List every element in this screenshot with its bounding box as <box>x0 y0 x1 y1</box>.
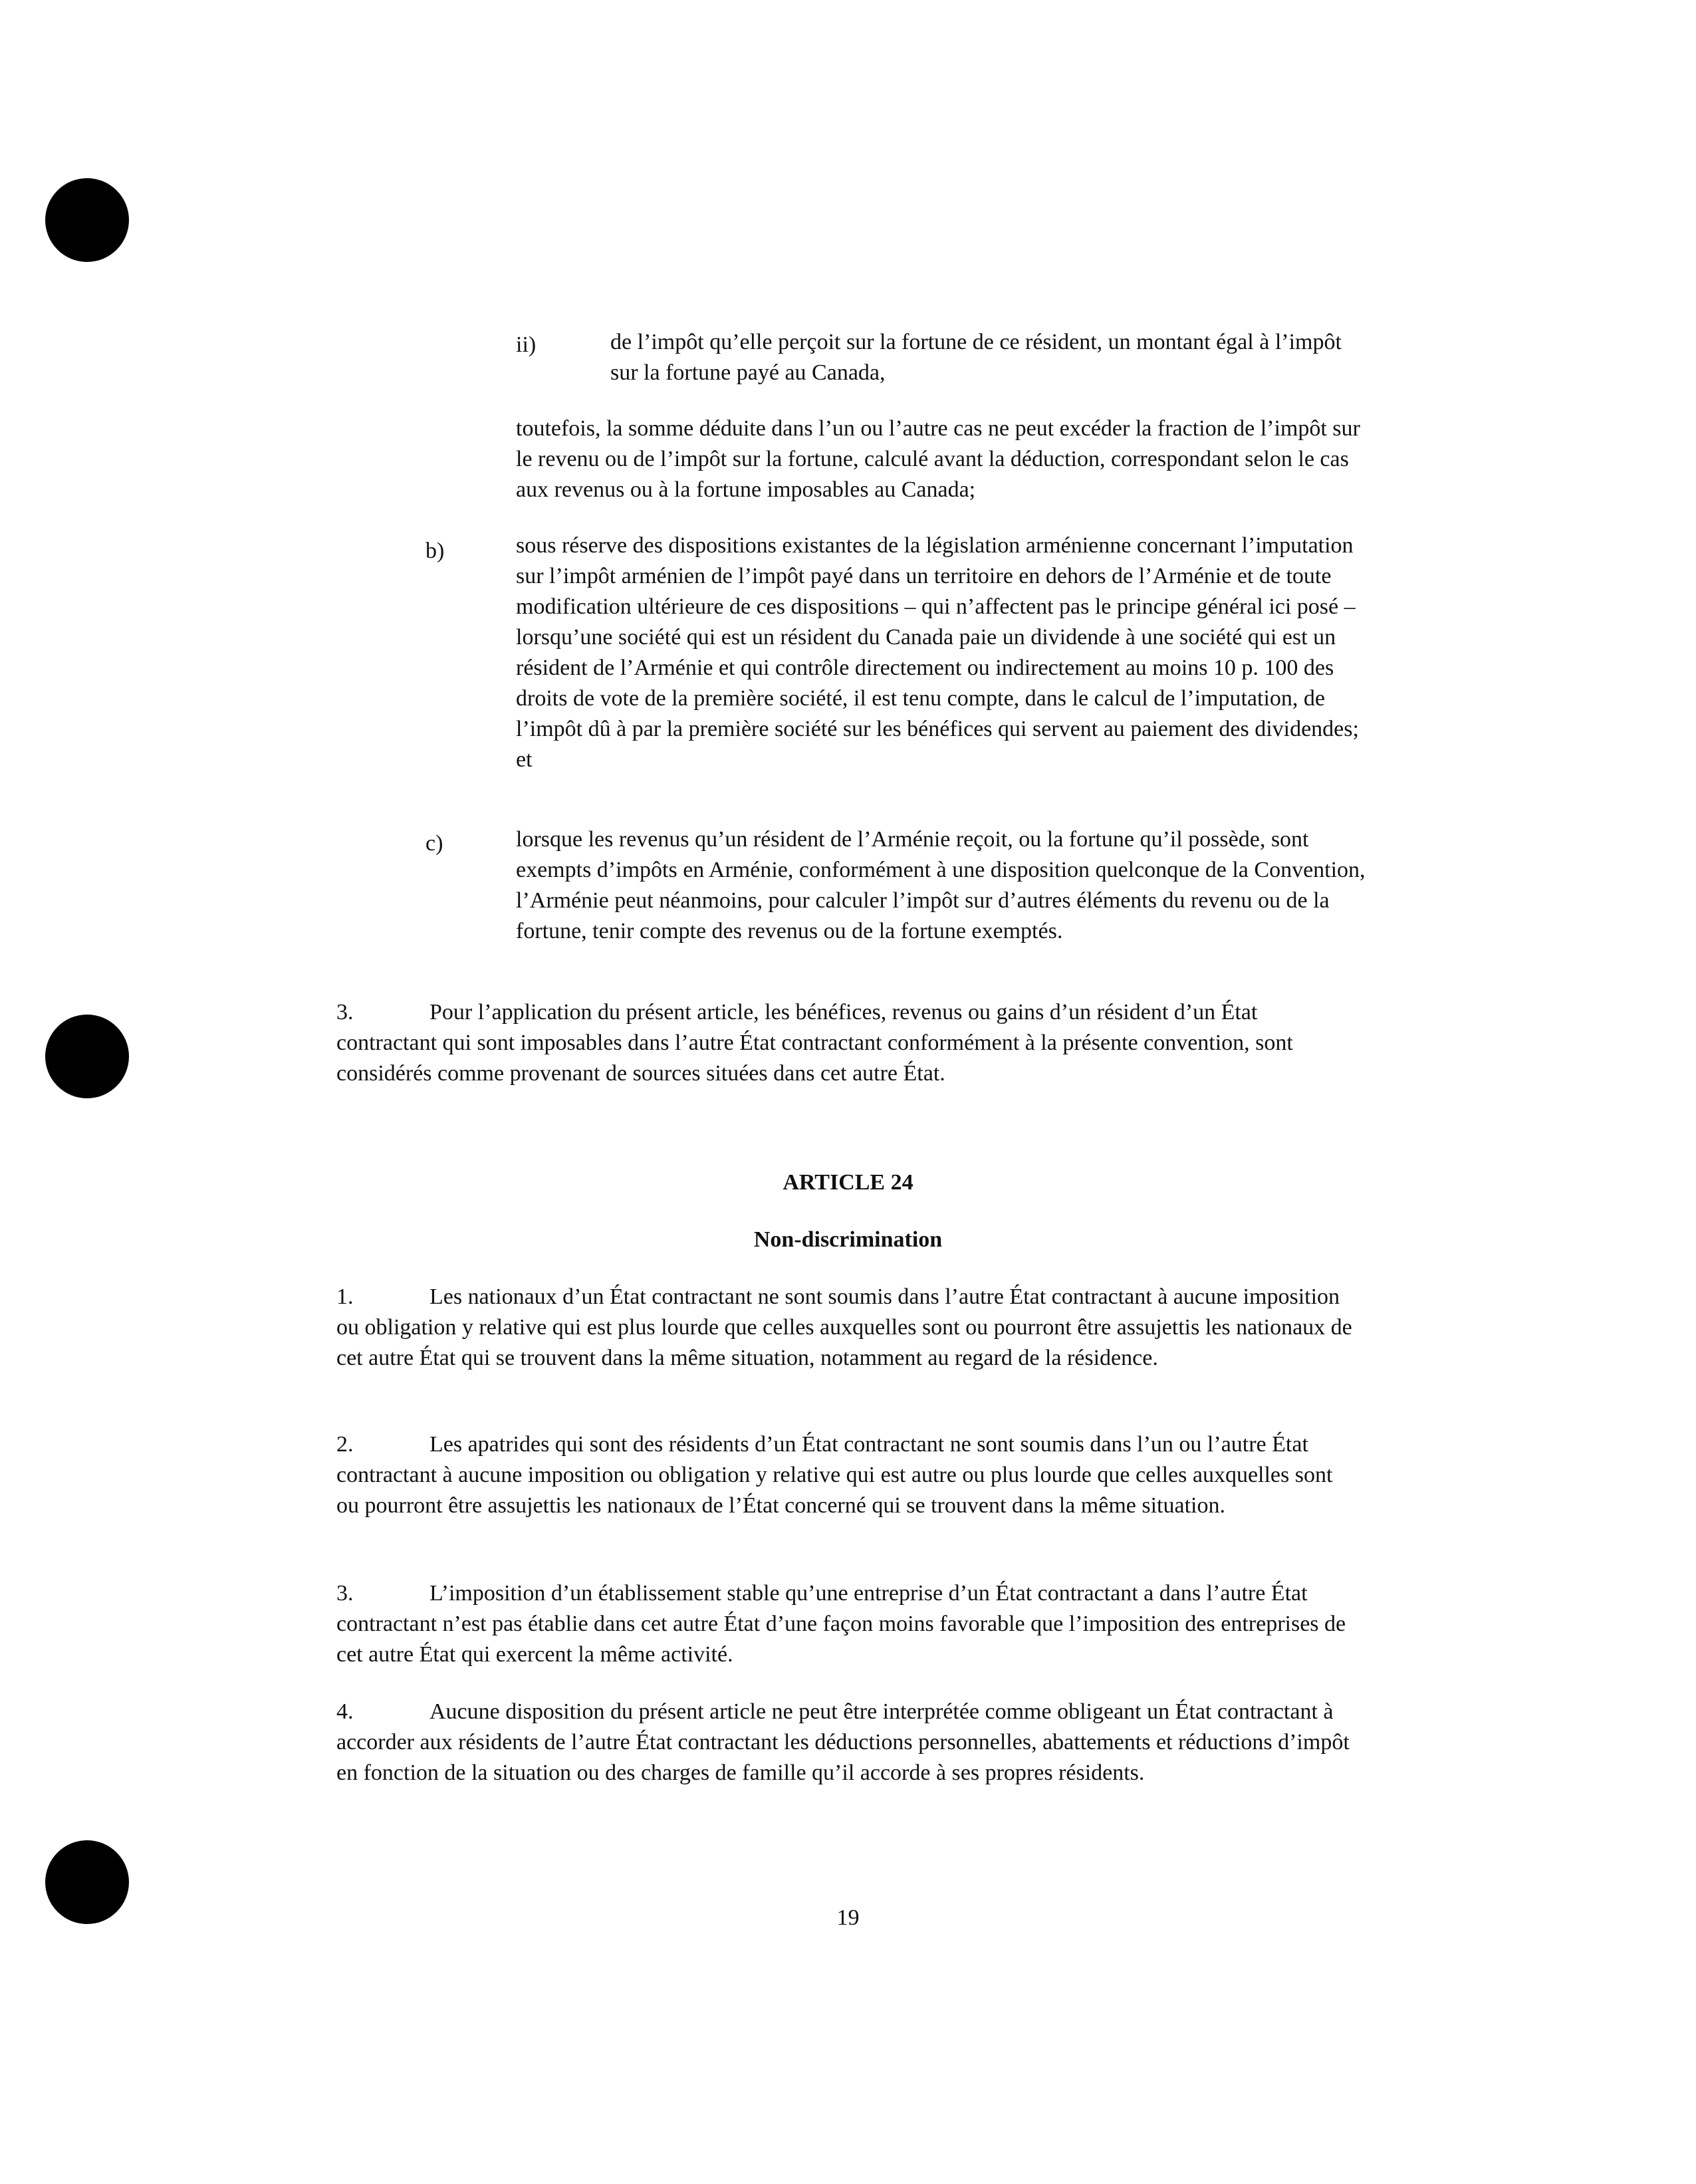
article-paragraph-2 <box>336 1429 1354 1521</box>
article-paragraph-1 <box>336 1282 1354 1374</box>
article-paragraph-4 <box>336 1697 1354 1788</box>
paragraph-text: Aucune disposition du présent article ne peut être interprétée comme obligeant un État contractant à accorder aux résidents de l’autre État contractant les déductions personnelles, abattements et réductions d’impôt en fonction de la situation ou des charges de famille qu’il accorde à ses propres résidents. <box>336 1699 1350 1785</box>
article-paragraph-3 <box>336 1578 1354 1670</box>
item-b-text: sous réserve des dispositions existantes de la législation arménienne concernant l’imputation sur l’impôt arménien de l’impôt payé dans un territoire en dehors de l’Arménie et de toute modification ultérieure de ces dispositions – qui n’affectent pas le principe général ici posé – lorsqu’une société qui est un résident du Canada paie un dividende à une société qui est un résident de l’Arménie et qui contrôle directement ou indirectement au moins 10 p. 100 des droits de vote de la première société, il est tenu compte, dans le calcul de l’imputation, de l’impôt dû à par la première société sur les bénéfices qui servent au paiement des dividendes; et <box>516 533 1359 772</box>
paragraph-3-art23 <box>336 997 1354 1089</box>
paragraph-number: 4. <box>336 1699 354 1724</box>
paragraph-text: Les apatrides qui sont des résidents d’un État contractant ne sont soumis dans l’un ou l’autre État contractant à aucune imposition ou obligation y relative qui est autre ou plus lourde que celles auxquelles sont ou pourront être assujettis les nationaux de l’État concerné qui se trouvent dans la même situation. <box>336 1432 1333 1518</box>
item-c-label: c) <box>425 831 443 856</box>
punch-hole-top <box>45 178 129 262</box>
paragraph-number: 3. <box>336 1581 354 1606</box>
item-ii-label: ii) <box>516 332 537 357</box>
paragraph-number: 1. <box>336 1284 354 1309</box>
item-b-label: b) <box>425 539 445 563</box>
item-c-text: lorsque les revenus qu’un résident de l’Arménie reçoit, ou la fortune qu’il possède, sont exempts d’impôts en Arménie, conformément à une disposition quelconque de la Convention, l’Arménie peut néanmoins, pour calculer l’impôt sur d’autres éléments du revenu ou de la fortune, tenir compte des revenus ou de la fortune exemptés. <box>516 827 1366 943</box>
paragraph-number: 3. <box>336 1000 354 1025</box>
article-heading: ARTICLE 24 <box>783 1170 913 1195</box>
toutefois-paragraph: toutefois, la somme déduite dans l’un ou l’autre cas ne peut excéder la fraction de l’impôt sur le revenu ou de l’impôt sur la fortune, calculé avant la déduction, correspondant selon le cas aux revenus ou à la fortune imposables au Canada; <box>516 416 1360 502</box>
paragraph-text: L’imposition d’un établissement stable qu’une entreprise d’un État contractant a dans l’autre État contractant n’est pas établie dans cet autre État d’une façon moins favorable que l’imposition des entreprises de cet autre État qui exercent la même activité. <box>336 1581 1346 1667</box>
paragraph-number: 2. <box>336 1432 354 1457</box>
paragraph-text: Les nationaux d’un État contractant ne sont soumis dans l’autre État contractant à aucune imposition ou obligation y relative qui est plus lourde que celles auxquelles sont ou pourront être assujettis les nationaux de cet autre État qui se trouvent dans la même situation, notamment au regard de la résidence. <box>336 1284 1352 1370</box>
page-number: 19 <box>836 1905 860 1930</box>
punch-hole-middle <box>45 1015 129 1098</box>
paragraph-text: Pour l’application du présent article, les bénéfices, revenus ou gains d’un résident d’un État contractant qui sont imposables dans l’autre État contractant conformément à la présente convention, sont considérés comme provenant de sources situées dans cet autre État. <box>336 1000 1293 1086</box>
article-subheading: Non-discrimination <box>753 1227 943 1252</box>
item-ii-text: de l’impôt qu’elle perçoit sur la fortune de ce résident, un montant égal à l’impôt sur la fortune payé au Canada, <box>610 330 1342 385</box>
